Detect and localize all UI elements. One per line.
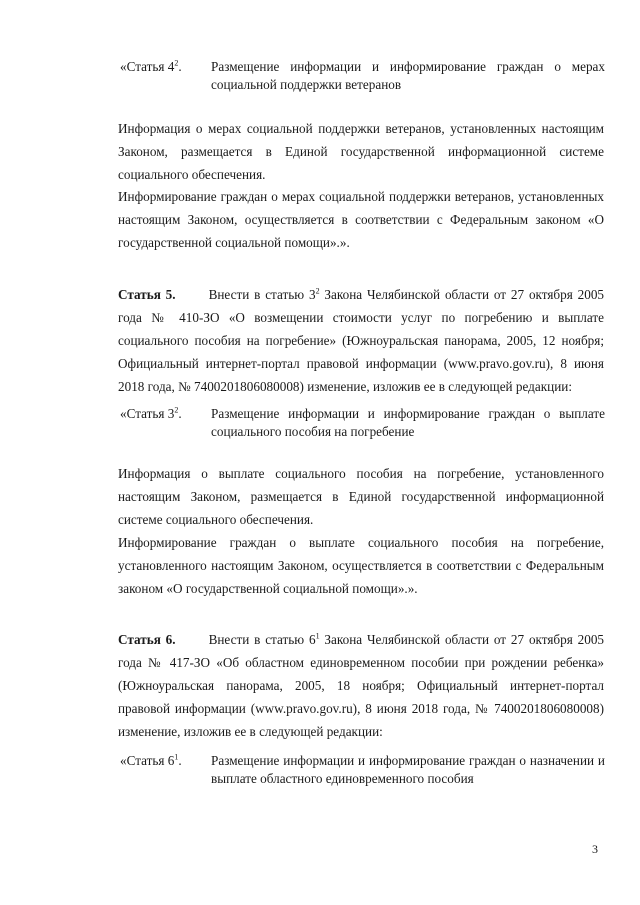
article-6-paragraph: Статья 6. Внести в статью $6^1$ Закона Челябинской области от 27 октября 2005 года № 417-ЗО «Об областном единовременном пособии при рождении ребенка» (Южноуральская панорама, 2005, 18 ноября; Официальный интернет-портал правовой информации (www.pravo.gov.ru), 8 июня 2018 года, № 7400201806080008) изменение, изложив ее в следующей редакции: bbox=[118, 631, 605, 739]
article-6-1-label: «Статья $6^1$. bbox=[120, 752, 182, 768]
paragraph-informing-veterans: Информирование граждан о мерах социальной поддержки ветеранов, установленных настоящим Законом, осуществляется в соответствии с Федеральным законом «О государственной социальной помощи».». bbox=[118, 189, 604, 250]
article-6-1-title: Размещение информации и информирование граждан о назначении и выплате областного единовременного пособия bbox=[211, 753, 605, 786]
article-6-label: Статья 6. bbox=[118, 632, 176, 647]
article-3-2-label: «Статья $3^2$. bbox=[120, 405, 182, 421]
paragraph-info-veterans: Информация о мерах социальной поддержки ветеранов, установленных настоящим Законом, размещается в Единой государственной информационной системе социального обеспечения. bbox=[118, 121, 604, 182]
paragraph-info-burial: Информация о выплате социального пособия на погребение, установленного настоящим Законом, размещается в Единой государственной информационной системе социального обеспечения. bbox=[118, 466, 604, 527]
article-4-2-title: Размещение информации и информирование граждан о мерах социальной поддержки ветеранов bbox=[211, 59, 605, 92]
article-5-label: Статья 5. bbox=[118, 287, 176, 302]
page-number: 3 bbox=[592, 842, 598, 856]
article-4-2-label: «Статья $4^2$. bbox=[120, 58, 182, 74]
article-3-2-title: Размещение информации и информирование граждан о выплате социального пособия на погребение bbox=[211, 406, 605, 439]
article-5-paragraph: Статья 5. Внести в статью $3^2$ Закона Челябинской области от 27 октября 2005 года № 410-ЗО «О возмещении стоимости услуг по погребению и выплате социального пособия на погребение» (Южноуральская панорама, 2005, 12 ноября; Официальный интернет-портал правовой информации (www.pravo.gov.ru), 8 июня 2018 года, № 7400201806080008) изменение, изложив ее в следующей редакции: bbox=[118, 286, 605, 394]
paragraph-informing-burial: Информирование граждан о выплате социального пособия на погребение, установленного настоящим Законом, осуществляется в соответствии с Федеральным законом «О государственной социальной помощи».». bbox=[118, 535, 604, 596]
